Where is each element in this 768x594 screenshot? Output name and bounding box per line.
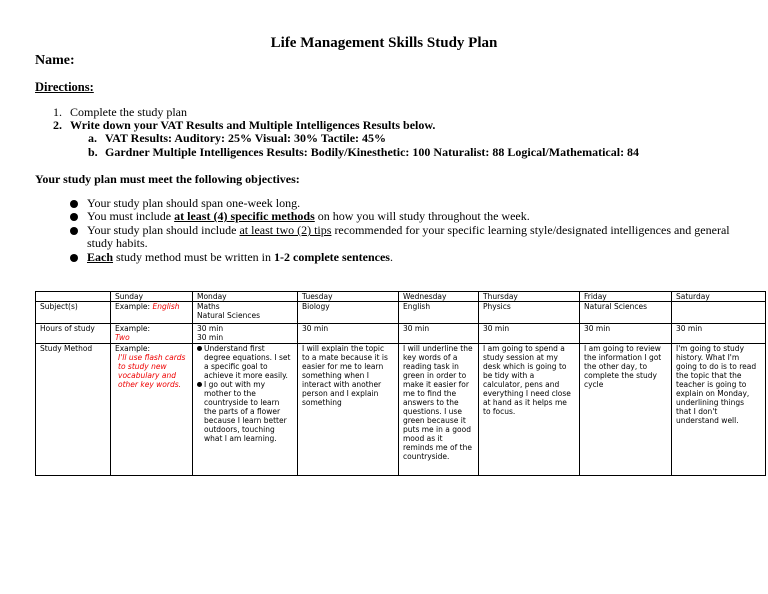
- methods-monday-2: I go out with my mother to the countryside to learn the parts of a flower because I learn better outdoors, touching what I am learning.: [204, 380, 287, 443]
- table-row: [36, 344, 766, 476]
- objective-4-post: .: [389, 250, 393, 264]
- objective-1-text: Your study plan should span one-week long.: [87, 196, 301, 210]
- subjects-sunday-value: English: [152, 302, 180, 311]
- subjects-sunday-prefix: Example:: [115, 302, 153, 311]
- objective-3-pre: Your study plan should include: [87, 223, 240, 237]
- document-title: Life Management Skills Study Plan: [270, 35, 498, 51]
- table-row: [36, 302, 766, 324]
- header-friday: Friday: [580, 292, 672, 302]
- methods-monday-item-2: [197, 380, 293, 443]
- hours-monday: [193, 324, 298, 344]
- objectives-heading: Your study plan must meet the following objectives:: [35, 172, 300, 186]
- subjects-label: Subject(s): [36, 302, 111, 324]
- header-blank: [36, 292, 111, 302]
- hours-label: Hours of study: [36, 324, 111, 344]
- hours-sunday-value: Two: [115, 333, 130, 342]
- subjects-friday: Natural Sciences: [580, 302, 672, 324]
- methods-monday-1: Understand first degree equations. I set a specific goal to achieve it more easily.: [204, 344, 291, 380]
- step-1-text: Complete the study plan: [70, 105, 187, 119]
- hours-sunday-prefix: Example:: [115, 324, 151, 333]
- directions-heading: Directions:: [35, 80, 94, 94]
- table-row: [36, 324, 766, 344]
- step-2-number: 2.: [53, 118, 62, 132]
- substep-b: [88, 145, 639, 160]
- objective-4-emphasis: Each: [87, 250, 114, 264]
- hours-tuesday: 30 min: [298, 324, 399, 344]
- subjects-tuesday: Biology: [298, 302, 399, 324]
- hours-saturday: 30 min: [672, 324, 766, 344]
- study-plan-table: [35, 291, 766, 476]
- subjects-monday-2: Natural Sciences: [197, 311, 261, 320]
- methods-wednesday: I will underline the key words of a reading task in green in order to make it easier for me to find the answers to the questions. I use green because it puts me in a good mood as it reminds me of the countryside.: [399, 344, 479, 476]
- subjects-saturday: [672, 302, 766, 324]
- header-wednesday: Wednesday: [399, 292, 479, 302]
- objective-4-emphasis-2: 1-2 complete sentences: [274, 250, 390, 264]
- subjects-wednesday: English: [399, 302, 479, 324]
- header-tuesday: Tuesday: [298, 292, 399, 302]
- methods-label: Study Method: [36, 344, 111, 476]
- subjects-monday-1: Maths: [197, 302, 220, 311]
- substep-b-number: b.: [88, 145, 98, 159]
- hours-thursday: 30 min: [479, 324, 580, 344]
- subjects-sunday: [111, 302, 193, 324]
- header-sunday: Sunday: [111, 292, 193, 302]
- objective-2-emphasis: at least (4) specific methods: [174, 209, 315, 223]
- methods-sunday-value: I'll use flash cards to study new vocabulary and other key words.: [118, 353, 186, 389]
- bullet-icon: [70, 254, 78, 262]
- step-2-text: Write down your VAT Results and Multiple Intelligences Results below.: [70, 118, 436, 132]
- methods-saturday: I'm going to study history. What I'm going to do is to read the topic that the teacher is going to explain on Monday, underlining things that I don't understand well.: [672, 344, 766, 476]
- header-saturday: Saturday: [672, 292, 766, 302]
- objective-item: [70, 251, 730, 264]
- methods-friday: I am going to review the information I got the other day, to complete the study cycle: [580, 344, 672, 476]
- hours-monday-2: 30 min: [197, 333, 224, 342]
- substep-a: [88, 131, 386, 146]
- hours-friday: 30 min: [580, 324, 672, 344]
- step-1-number: 1.: [53, 105, 62, 119]
- hours-monday-1: 30 min: [197, 324, 224, 333]
- objective-4-mid: study method must be written in: [113, 250, 275, 264]
- methods-monday: [193, 344, 298, 476]
- methods-thursday: I am going to spend a study session at my desk which is going to be tidy with a calculator, pens and everything I need close at hand as it helps me to focus.: [479, 344, 580, 476]
- bullet-icon: [197, 382, 202, 387]
- bullet-icon: [197, 346, 202, 351]
- hours-wednesday: 30 min: [399, 324, 479, 344]
- objective-2-post: on how you will study throughout the week.: [314, 209, 530, 223]
- substep-a-number: a.: [88, 131, 97, 145]
- methods-monday-item-1: [197, 344, 293, 380]
- objective-2-pre: You must include: [87, 209, 175, 223]
- substep-a-text: VAT Results: Auditory: 25% Visual: 30% Tactile: 45%: [105, 131, 387, 145]
- substep-b-text: Gardner Multiple Intelligences Results: Bodily/Kinesthetic: 100 Naturalist: 88 Logical/Mathematical: 84: [105, 145, 640, 159]
- subjects-monday: [193, 302, 298, 324]
- objective-item: [70, 224, 730, 250]
- name-label: Name:: [35, 53, 75, 68]
- objective-3-post: recommended for your specific learning style/designated intelligences and general study habits.: [87, 223, 730, 250]
- bullet-icon: [70, 200, 78, 208]
- objective-item: [70, 210, 730, 223]
- subjects-thursday: Physics: [479, 302, 580, 324]
- table-header-row: [36, 292, 766, 302]
- bullet-icon: [70, 227, 78, 235]
- methods-sunday-prefix: Example:: [115, 344, 151, 353]
- header-thursday: Thursday: [479, 292, 580, 302]
- bullet-icon: [70, 213, 78, 221]
- methods-sunday: [111, 344, 193, 476]
- header-monday: Monday: [193, 292, 298, 302]
- objective-3-emphasis: at least two (2) tips: [239, 223, 332, 237]
- methods-tuesday: I will explain the topic to a mate because it is easier for me to learn something when I interact with another person and I explain something: [298, 344, 399, 476]
- hours-sunday: [111, 324, 193, 344]
